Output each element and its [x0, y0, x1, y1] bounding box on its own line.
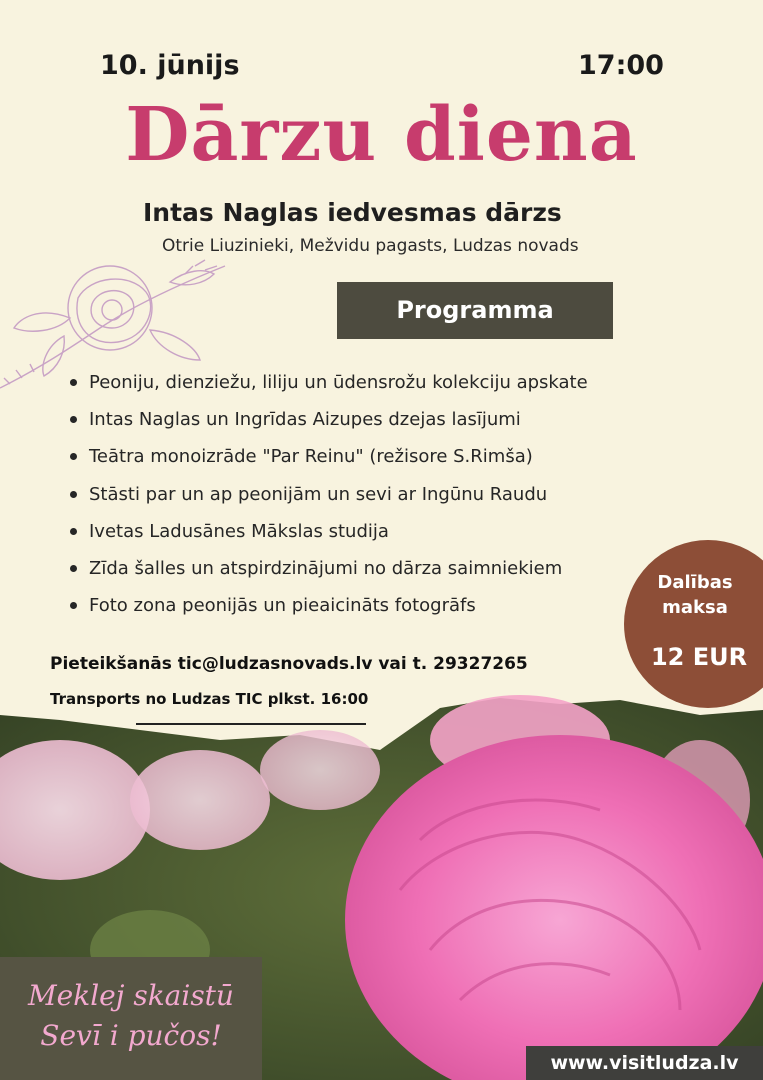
bullet-icon — [70, 602, 77, 609]
bullet-icon — [70, 528, 77, 535]
fee-badge — [624, 540, 763, 708]
divider — [136, 723, 366, 725]
venue-address: Otrie Liuzinieki, Mežvidu pagasts, Ludzas novads — [162, 236, 579, 256]
list-item: Teātra monoizrāde "Par Reinu" (režisore S.Rimša) — [70, 438, 588, 475]
slogan: Meklej skaistū Sevī i pučos! — [28, 979, 234, 1052]
website-link[interactable]: www.visitludza.lv — [550, 1052, 739, 1074]
list-item: Foto zona peonijās un pieaicināts fotogrāfs — [70, 587, 588, 624]
program-list — [70, 364, 588, 624]
transport-info: Transports no Ludzas TIC plkst. 16:00 — [50, 690, 369, 708]
bullet-icon — [70, 491, 77, 498]
list-item: Zīda šalles un atspirdzinājumi no dārza saimniekiem — [70, 550, 588, 587]
fee-label: Dalības maksa — [657, 572, 733, 618]
list-item: Stāsti par un ap peonijām un sevi ar Ingūnu Raudu — [70, 476, 588, 513]
bullet-icon — [70, 565, 77, 572]
registration-info: Pieteikšanās tic@ludzasnovads.lv vai t. 29327265 — [50, 654, 528, 674]
bullet-icon — [70, 379, 77, 386]
fee-price: 12 EUR — [650, 643, 748, 671]
list-item: Ivetas Ladusānes Mākslas studija — [70, 513, 588, 550]
event-title: Dārzu diena — [125, 92, 638, 178]
event-date: 10. jūnijs — [100, 50, 240, 81]
program-heading: Programma — [396, 296, 554, 324]
list-item: Intas Naglas un Ingrīdas Aizupes dzejas lasījumi — [70, 401, 588, 438]
bullet-icon — [70, 416, 77, 423]
event-time: 17:00 — [578, 50, 664, 81]
venue-name: Intas Naglas iedvesmas dārzs — [143, 198, 562, 227]
bullet-icon — [70, 453, 77, 460]
list-item: Peoniju, dienziežu, liliju un ūdensrožu kolekciju apskate — [70, 364, 588, 401]
